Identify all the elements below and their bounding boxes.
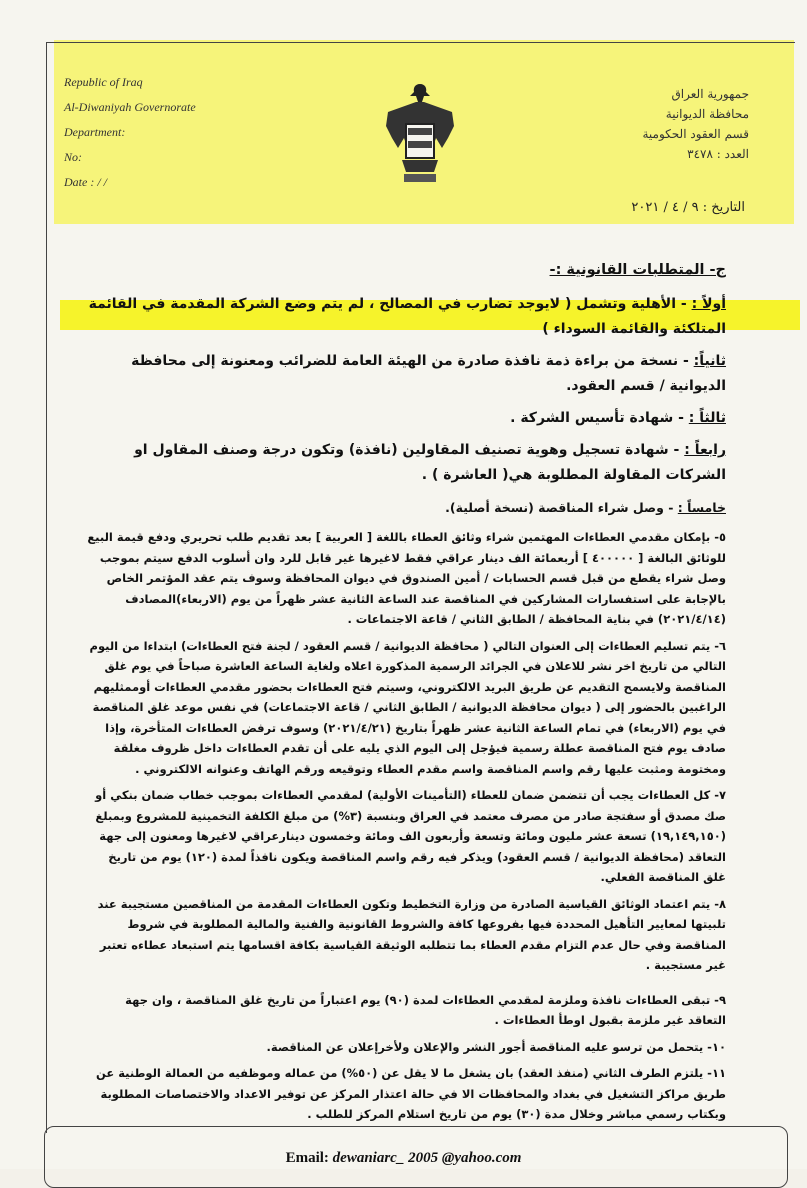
header-en-line: Republic of Iraq xyxy=(64,75,143,89)
header-en-line: Al-Diwaniyah Governorate xyxy=(64,100,196,114)
item-lead: خامساً : xyxy=(677,500,726,515)
header-en-line: Department: xyxy=(64,125,126,139)
item-lead: ثانياً: xyxy=(693,353,726,369)
legal-requirement-item xyxy=(86,292,726,342)
document-body xyxy=(86,262,726,1131)
clause-11: ١١- يلتزم الطرف الثاني (منفذ العقد) بان يشغل ما لا يقل عن (٥٠%) من عماله وموظفيه من العمالة الوطنية عن طريق مراكز التشغيل في بغداد والمحافظات الا في حالة اعتذار المركز عن توفير الاعداد والاختصاصات المطلوبة وبكتاب رسمي مباشر وخلال مدة (٣٠) يوم من تاريخ استلام المركز للطلب . xyxy=(96,1066,726,1121)
clause-7: ٧- كل العطاءات يجب أن تتضمن ضمان للعطاء (التأمينات الأولية) لمقدمي العطاءات بموجب خطاب ضمان بنكي أو صك مصدق أو سفتجة صادر من مصرف معتمد في العراق وبنسبة (٣%) من مبلغ الكلفة التخمينية للمشروع وبمبلغ (١٩,١٤٩,١٥٠) تسعة عشر مليون ومائة وتسعة وأربعون الف ومائة وخمسون دينارعراقي لاغيرها ومعنون إلى جهة التعاقد (محافظة الديوانية / قسم العقود) ويذكر فيه رقم واسم المناقصة ويكون نافذاً لمدة (١٢٠) يوم من تاريخ غلق المناقصة الفعلي. xyxy=(95,788,726,884)
item-text: - شهادة تأسيس الشركة . xyxy=(510,410,684,426)
legal-requirement-item xyxy=(86,438,726,488)
header-ar-line: محافظة الديوانية xyxy=(665,107,749,121)
header-en-line: Date : / / xyxy=(64,175,107,189)
header-ar-line: قسم العقود الحكومية xyxy=(642,127,749,141)
item-lead: ثالثاً : xyxy=(688,410,726,426)
header-en-line: No: xyxy=(64,150,82,164)
footer-email xyxy=(0,1150,807,1167)
item-text: - الأهلية وتشمل ( لايوجد تضارب في المصالح ، لم يتم وضع الشركة المقدمة في القائمة المتلكئة والقائمة السوداء ) xyxy=(88,296,726,337)
legal-requirement-item xyxy=(86,349,726,399)
legal-requirement-item xyxy=(86,495,726,520)
item-text: - نسخة من براءة ذمة نافذة صادرة من الهيئة العامة للضرائب ومعنونة إلى محافظة الديوانية / قسم العقود. xyxy=(131,353,726,394)
legal-requirement-item xyxy=(86,406,726,431)
header-date-ar: التاريخ : ٩ / ٤ / ٢٠٢١ xyxy=(631,200,745,215)
iraq-eagle-emblem-icon xyxy=(382,78,458,188)
clause-8: ٨- يتم اعتماد الوثائق القياسية الصادرة من وزارة التخطيط وتكون العطاءات المقدمة من المناقصين مستجيبة عند تلبيتها لمعايير التأهيل المحددة فيها بفروعها كافة والشروط القانونية والفنية والمالية المطلوبة في شروط المناقصة وفي حال عدم التزام مقدم العطاء بما تتطلبه الوثيقة القياسية بكافة اقسامها يتم استبعاد عطاءه تعتبر غير مستجيبة . xyxy=(97,896,726,972)
section-title: ج- المتطلبات القانونية :- xyxy=(549,262,726,278)
clause-5: ٥- بإمكان مقدمي العطاءات المهتمين شراء وثائق العطاء باللغة [ العربية ] بعد تقديم طلب تحريري ودفع قيمة البيع للوثائق البالغة [ ٤٠٠٠٠٠ ] أربعمائة الف دينار عراقي فقط لاغيرها غير قابل للرد وان أسلوب الدفع سيتم بموجب وصل شراء يقطع من قبل قسم الحسابات / أمين الصندوق في ديوان المحافظة وسوف يتم عقد المؤتمر الخاص بالإجابة على استفسارات المشاركين في المناقصة عند الساعة الثانية عشر ظهراً من يوم (الاربعاء)المصادف (٢٠٢١/٤/١٤) في بناية المحافظة / الطابق الثاني / قاعة الاجتماعات . xyxy=(87,530,726,626)
item-text: - وصل شراء المناقصة (نسخة أصلية). xyxy=(445,500,674,515)
header-english xyxy=(64,70,196,195)
header-ar-line: جمهورية العراق xyxy=(671,87,749,101)
item-lead: أولاً : xyxy=(691,296,726,312)
header-arabic xyxy=(643,84,750,164)
clause-6: ٦- يتم تسليم العطاءات إلى العنوان التالي ( محافظة الديوانية / قسم العقود / لجنة فتح العطاءات) ابتداءا من اليوم التالي من تاريخ اخر نشر للاعلان في الجرائد الرسمية المذكورة اعلاه ولغاية الساعة العاشرة صباحاً في يوم غلق المناقصة ولايسمح التقديم عن طريق البريد الالكتروني، وسيتم فتح العطاءات بحضور مقدمي العطاءات أوممثليهم الراغبين بالحضور إلى ( ديوان محافظة الديوانية / الطابق الثاني / قاعة الاجتماعات) في نفس موعد غلق المناقصة في يوم (الاربعاء) في تمام الساعة الثانية عشر ظهراً بتاريخ (٢٠٢١/٤/٢١) وسوف ترفض العطاءات المتأخرة، وإذا صادف يوم فتح المناقصة عطلة رسمية فيؤجل إلى اليوم الذي يليه على أن تقدم العطاءات داخل ظروف مغلقة ومختومة ومثبت عليها رقم واسم المناقصة واسم مقدم العطاء وتوقيعه ورقم الهاتف وعنوانه الالكتروني . xyxy=(89,638,726,776)
clause-10: ١٠- يتحمل من ترسو عليه المناقصة أجور النشر والإعلان ولأخرإعلان عن المناقصة. xyxy=(266,1039,726,1054)
clause-9: ٩- تبقى العطاءات نافذة وملزمة لمقدمي العطاءات لمدة (٩٠) يوم اعتباراً من تاريخ غلق المناقصة ، وان جهة التعاقد غير ملزمة بقبول اوطأ العطاءات . xyxy=(125,992,726,1027)
email-label: Email: xyxy=(285,1150,329,1166)
header-ar-line: العدد : ٣٤٧٨ xyxy=(687,147,749,161)
item-lead: رابعاً : xyxy=(684,442,726,458)
item-text: - شهادة تسجيل وهوية تصنيف المقاولين (نافذة) وتكون درجة وصنف المقاول او الشركات المقاولة المطلوبة هي( العاشرة ) . xyxy=(134,442,726,483)
email-address: dewaniarc_ 2005 @yahoo.com xyxy=(332,1150,522,1166)
